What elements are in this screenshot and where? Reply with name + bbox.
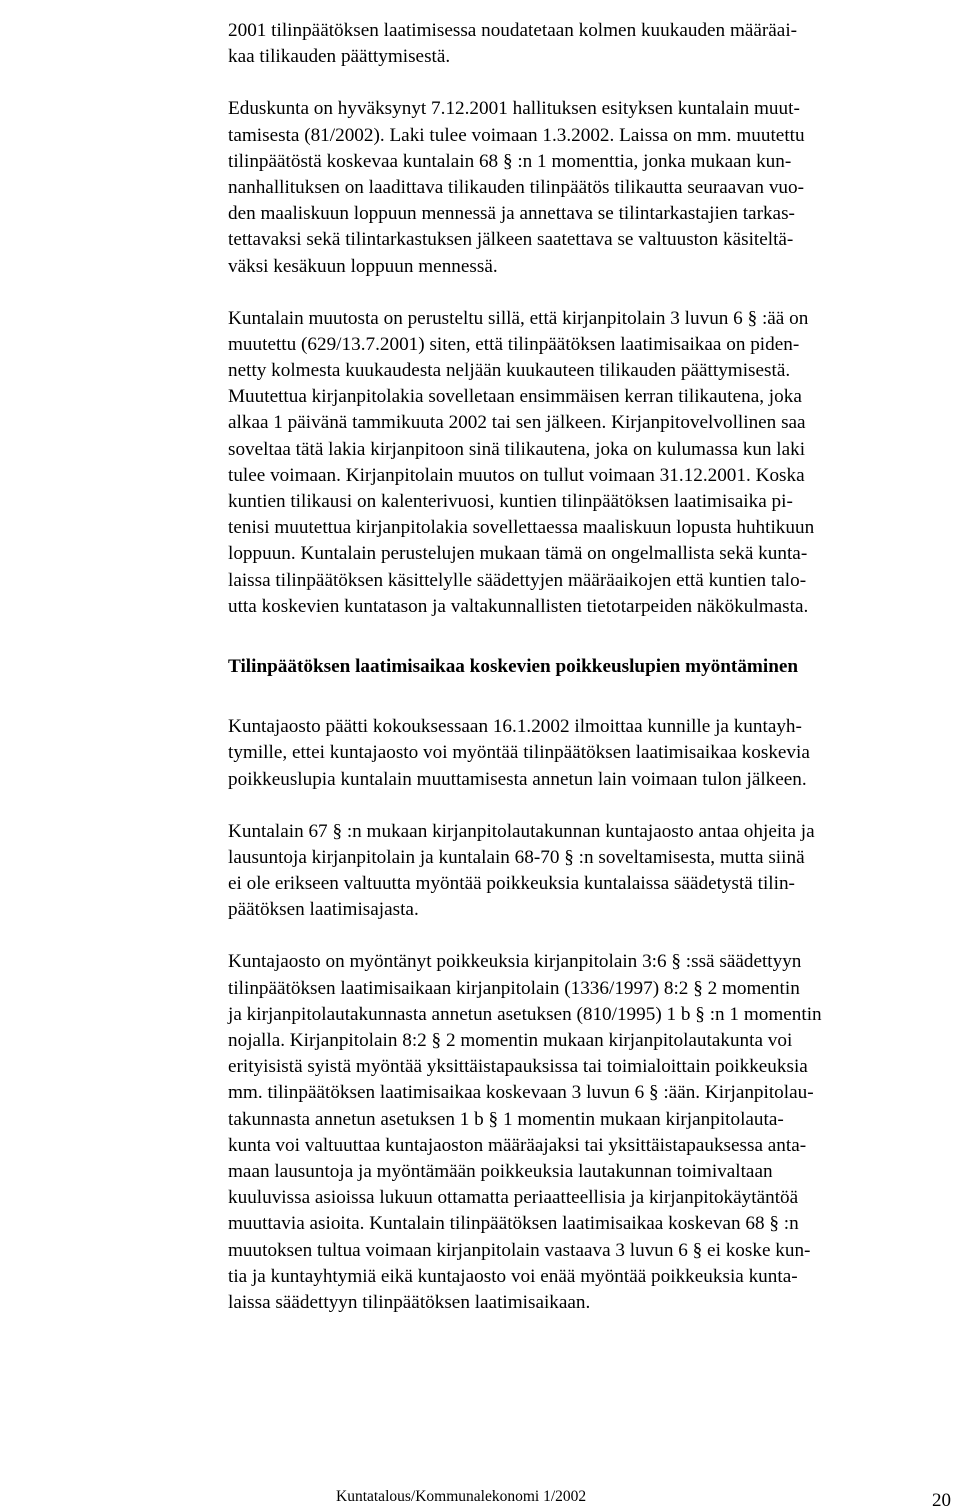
publication-footer: Kuntatalous/Kommunalekonomi 1/2002: [336, 1488, 587, 1505]
text-line: kaa tilikauden päättymisestä.: [228, 46, 451, 68]
text-line: tia ja kuntayhtymiä eikä kuntajaosto voi enää myöntää poikkeuksia kunta-: [228, 1265, 798, 1287]
text-line: muutoksen tultua voimaan kirjanpitolain vastaava 3 luvun 6 § ei koske kun-: [228, 1239, 811, 1261]
text-line: laissa tilinpäätöksen käsittelylle säädettyjen määräaikojen että kuntien talo-: [228, 569, 807, 591]
text-line: kuuluvissa asioissa lukuun ottamatta periaatteellisia ja kirjanpitokäytäntöä: [228, 1187, 799, 1209]
text-line: takunnasta annetun asetuksen 1 b § 1 momentin mukaan kirjanpitolauta-: [228, 1108, 784, 1130]
paragraph-justification: [228, 306, 958, 620]
paragraph-exceptions: [228, 949, 958, 1316]
text-line: kuntien tilikausi on kalenterivuosi, kuntien tilinpäätöksen laatimisaika pi-: [228, 491, 793, 512]
text-line: lausuntoja kirjanpitolain ja kuntalain 68-70 § :n soveltamisesta, mutta siinä: [228, 846, 805, 868]
text-line: poikkeuslupia kuntalain muuttamisesta annetun lain voimaan tulon jälkeen.: [228, 768, 807, 790]
text-line: tamisesta (81/2002). Laki tulee voimaan 1.3.2002. Laissa on mm. muutettu: [228, 124, 805, 146]
text-line: Kuntajaosto päätti kokouksessaan 16.1.2002 ilmoittaa kunnille ja kuntayh-: [228, 716, 802, 738]
paragraph-section-67: [228, 819, 958, 924]
text-line: 2001 tilinpäätöksen laatimisessa noudatetaan kolmen kuukauden määräai-: [228, 20, 798, 41]
section-heading: Tilinpäätöksen laatimisaikaa koskevien poikkeuslupien myöntäminen: [228, 655, 799, 677]
text-line: ei ole erikseen valtuutta myöntää poikkeuksia kuntalaissa säädetystä tilin-: [228, 873, 795, 895]
text-line: maan lausuntoja ja myöntämään poikkeuksia lautakunnan toimivaltaan: [228, 1160, 773, 1182]
text-line: Kuntajaosto on myöntänyt poikkeuksia kirjanpitolain 3:6 § :ssä säädettyyn: [228, 951, 802, 973]
text-line: laissa säädettyyn tilinpäätöksen laatimisaikaan.: [228, 1291, 591, 1313]
text-line: väksi kesäkuun loppuun mennessä.: [228, 255, 498, 277]
text-line: netty kolmesta kuukaudesta neljään kuukauteen tilikauden päättymisestä.: [228, 360, 791, 382]
text-line: päätöksen laatimisajasta.: [228, 899, 419, 921]
page-number: 20: [932, 1490, 951, 1511]
document-body: [228, 18, 958, 1316]
text-line: Kuntalain 67 § :n mukaan kirjanpitolautakunnan kuntajaosto antaa ohjeita ja: [228, 820, 815, 842]
text-line: den maaliskuun loppuun mennessä ja annettava se tilintarkastajien tarkas-: [228, 203, 795, 225]
text-line: tettavaksi sekä tilintarkastuksen jälkeen saatettava se valtuuston käsiteltä-: [228, 229, 794, 251]
text-line: tulee voimaan. Kirjanpitolain muutos on tullut voimaan 31.12.2001. Koska: [228, 464, 805, 486]
text-line: soveltaa tätä lakia kirjanpitoon sinä tilikautena, joka on kulumassa kun laki: [228, 438, 806, 460]
text-line: tymille, ettei kuntajaosto voi myöntää tilinpäätöksen laatimisaikaa koskevia: [228, 742, 810, 764]
text-line: erityisistä syistä myöntää yksittäistapauksissa tai toimialoittain poikkeuksia: [228, 1056, 808, 1078]
text-line: mm. tilinpäätöksen laatimisaikaa koskevaan 3 luvun 6 § :ään. Kirjanpitolau-: [228, 1082, 814, 1104]
paragraph-deadline: [228, 18, 958, 70]
text-line: nojalla. Kirjanpitolain 8:2 § 2 momentin mukaan kirjanpitolautakunta voi: [228, 1030, 793, 1052]
text-line: tenisi muutettua kirjanpitolakia sovellettaessa maaliskuun lopusta huhtikuun: [228, 517, 815, 539]
text-line: Eduskunta on hyväksynyt 7.12.2001 hallituksen esityksen kuntalain muut-: [228, 98, 800, 120]
text-line: tilinpäätöstä koskevaa kuntalain 68 § :n 1 momenttia, jonka mukaan kun-: [228, 150, 792, 172]
text-line: Kuntalain muutosta on perusteltu sillä, että kirjanpitolain 3 luvun 6 § :ää on: [228, 307, 809, 329]
paragraph-parliament-approval: [228, 96, 958, 279]
text-line: tilinpäätöksen laatimisaikaan kirjanpitolain (1336/1997) 8:2 § 2 momentin: [228, 977, 800, 999]
text-line: muutettu (629/13.7.2001) siten, että tilinpäätöksen laatimisaikaa on piden-: [228, 333, 800, 355]
text-line: Muutettua kirjanpitolakia sovelletaan ensimmäisen kerran tilikautena, joka: [228, 386, 802, 408]
text-line: utta koskevien kuntatason ja valtakunnallisten tietotarpeiden näkökulmasta.: [228, 595, 809, 617]
text-line: alkaa 1 päivänä tammikuuta 2002 tai sen jälkeen. Kirjanpitovelvollinen saa: [228, 412, 806, 434]
text-line: ja kirjanpitolautakunnasta annetun asetuksen (810/1995) 1 b § :n 1 momentin: [228, 1003, 822, 1025]
text-line: muuttavia asioita. Kuntalain tilinpäätöksen laatimisaikaa koskevan 68 § :n: [228, 1213, 799, 1235]
text-line: nanhallituksen on laadittava tilikauden tilinpäätös tilikautta seuraavan vuo-: [228, 176, 804, 198]
paragraph-kuntajaosto-decision: [228, 714, 958, 793]
text-line: kunta voi valtuuttaa kuntajaoston määräajaksi tai yksittäistapauksessa anta-: [228, 1134, 807, 1156]
text-line: loppuun. Kuntalain perustelujen mukaan tämä on ongelmallista sekä kunta-: [228, 543, 808, 565]
